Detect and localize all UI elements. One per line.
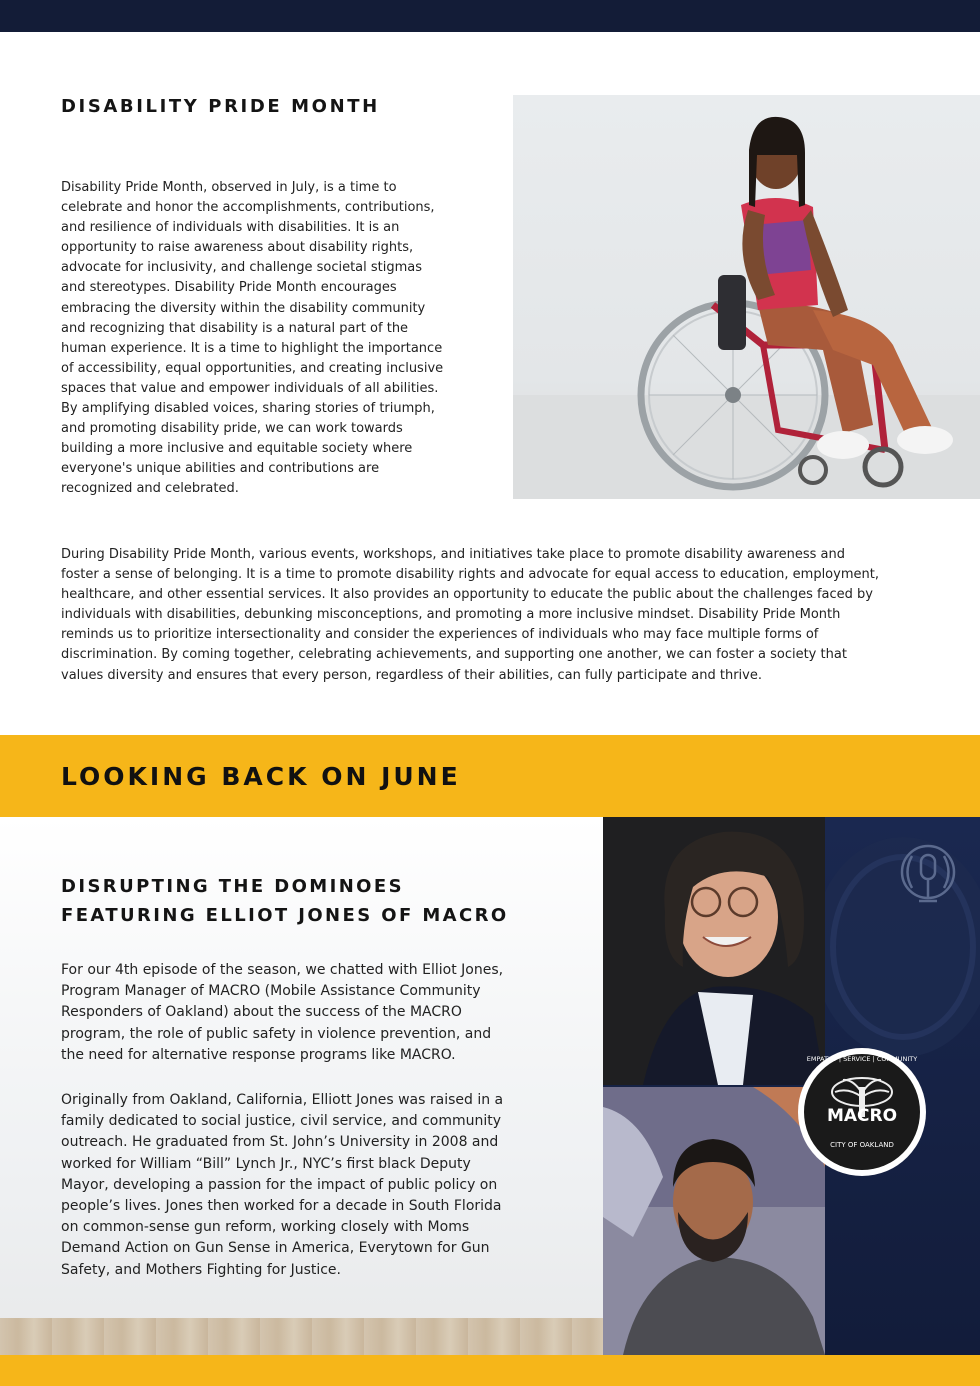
top-navy-bar	[0, 0, 980, 32]
episode-paragraph-1	[61, 960, 531, 1066]
text-line: Originally from Oakland, California, Elliott Jones was raised in a	[61, 1092, 504, 1108]
text-line: family dedicated to social justice, civil service, and community	[61, 1113, 502, 1130]
text-line: Safety, and Mothers Fighting for Justice.	[61, 1261, 341, 1278]
text-line: Disability Pride Month, observed in July, is a time to	[61, 180, 397, 195]
text-line: celebrate and honor the accomplishments, contributions,	[61, 200, 435, 216]
wood-surface-strip	[0, 1318, 603, 1355]
text-line: opportunity to raise awareness about disability rights,	[61, 240, 414, 256]
text-line: Mayor, developing a passion for the impact of public policy on	[61, 1176, 498, 1193]
text-line: and promoting disability pride, we can work towards	[61, 421, 403, 437]
text-line: advocate for inclusivity, and challenge societal stigmas	[61, 260, 423, 276]
disability-pride-paragraph-1	[61, 178, 471, 500]
text-line: During Disability Pride Month, various events, workshops, and initiatives take place to promote disability awareness and	[61, 547, 845, 562]
text-line: recognized and celebrated.	[61, 481, 239, 497]
macro-logo-ring-top: EMPATHY | SERVICE | COMMUNITY	[806, 1055, 918, 1063]
text-line: Program Manager of MACRO (Mobile Assistance Community	[61, 983, 481, 1000]
text-line: For our 4th episode of the season, we chatted with Elliot Jones,	[61, 962, 504, 978]
text-line: and stereotypes. Disability Pride Month encourages	[61, 280, 397, 296]
disability-pride-paragraph-2	[61, 545, 931, 686]
text-line: on common-sense gun reform, working closely with Moms	[61, 1219, 470, 1236]
looking-back-june-title: LOOKING BACK ON JUNE	[61, 762, 461, 791]
text-line: By amplifying disabled voices, sharing stories of triumph,	[61, 401, 435, 417]
text-line: people’s lives. Jones then worked for a decade in South Florida	[61, 1198, 502, 1215]
text-line: human experience. It is a time to highlight the importance	[61, 340, 443, 356]
text-line: values diversity and ensures that every person, regardless of their abilities, can fully participate and thrive.	[61, 667, 762, 683]
text-line: everyone's unique abilities and contributions are	[61, 461, 380, 477]
episode-title-line: DISRUPTING THE DOMINOES	[61, 876, 404, 897]
text-line: individuals with disabilities, debunking misconceptions, and promoting a more inclusive mindset. Disability Pride Month	[61, 607, 841, 623]
text-line: program, the role of public safety in violence prevention, and	[61, 1025, 492, 1042]
text-line: outreach. He graduated from St. John’s University in 2008 and	[61, 1134, 499, 1151]
episode-title	[61, 872, 509, 930]
text-line: worked for William “Bill” Lynch Jr., NYC’s first black Deputy	[61, 1155, 471, 1172]
host-portrait-photo	[603, 817, 825, 1085]
text-line: Demand Action on Gun Sense in America, Everytown for Gun	[61, 1240, 490, 1257]
text-line: reminds us to prioritize intersectionality and consider the experiences of individuals who may face multiple forms of	[61, 627, 819, 643]
text-line: Responders of Oakland) about the success of the MACRO	[61, 1004, 462, 1021]
episode-title-line: FEATURING ELLIOT JONES OF MACRO	[61, 905, 509, 926]
guest-portrait-photo	[603, 1087, 825, 1355]
bottom-yellow-bar	[0, 1355, 980, 1386]
text-line: and recognizing that disability is a natural part of the	[61, 320, 409, 336]
macro-logo-ring-bottom: CITY OF OAKLAND	[830, 1141, 894, 1149]
text-line: foster a sense of belonging. It is a time to promote disability rights and advocate for equal access to education, employment,	[61, 567, 879, 583]
podcast-collage	[603, 817, 980, 1355]
text-line: discrimination. By coming together, celebrating achievements, and supporting one another, we can foster a society that	[61, 647, 847, 663]
disability-pride-title: DISABILITY PRIDE MONTH	[61, 96, 380, 117]
macro-logo-name: MACRO	[826, 1106, 898, 1126]
text-line: and resilience of individuals with disabilities. It is an	[61, 220, 400, 236]
text-line: spaces that value and empower individuals of all abilities.	[61, 380, 439, 396]
macro-logo	[798, 1048, 926, 1176]
episode-paragraph-2	[61, 1090, 531, 1281]
text-line: embracing the diversity within the disability community	[61, 300, 426, 316]
text-line: building a more inclusive and equitable society where	[61, 441, 413, 457]
text-line: healthcare, and other essential services. It also provides an opportunity to educate the public about the challenges faced by	[61, 587, 873, 603]
wheelchair-woman-photo	[513, 95, 980, 499]
text-line: the need for alternative response programs like MACRO.	[61, 1046, 456, 1063]
text-line: of accessibility, equal opportunities, and creating inclusive	[61, 360, 444, 376]
